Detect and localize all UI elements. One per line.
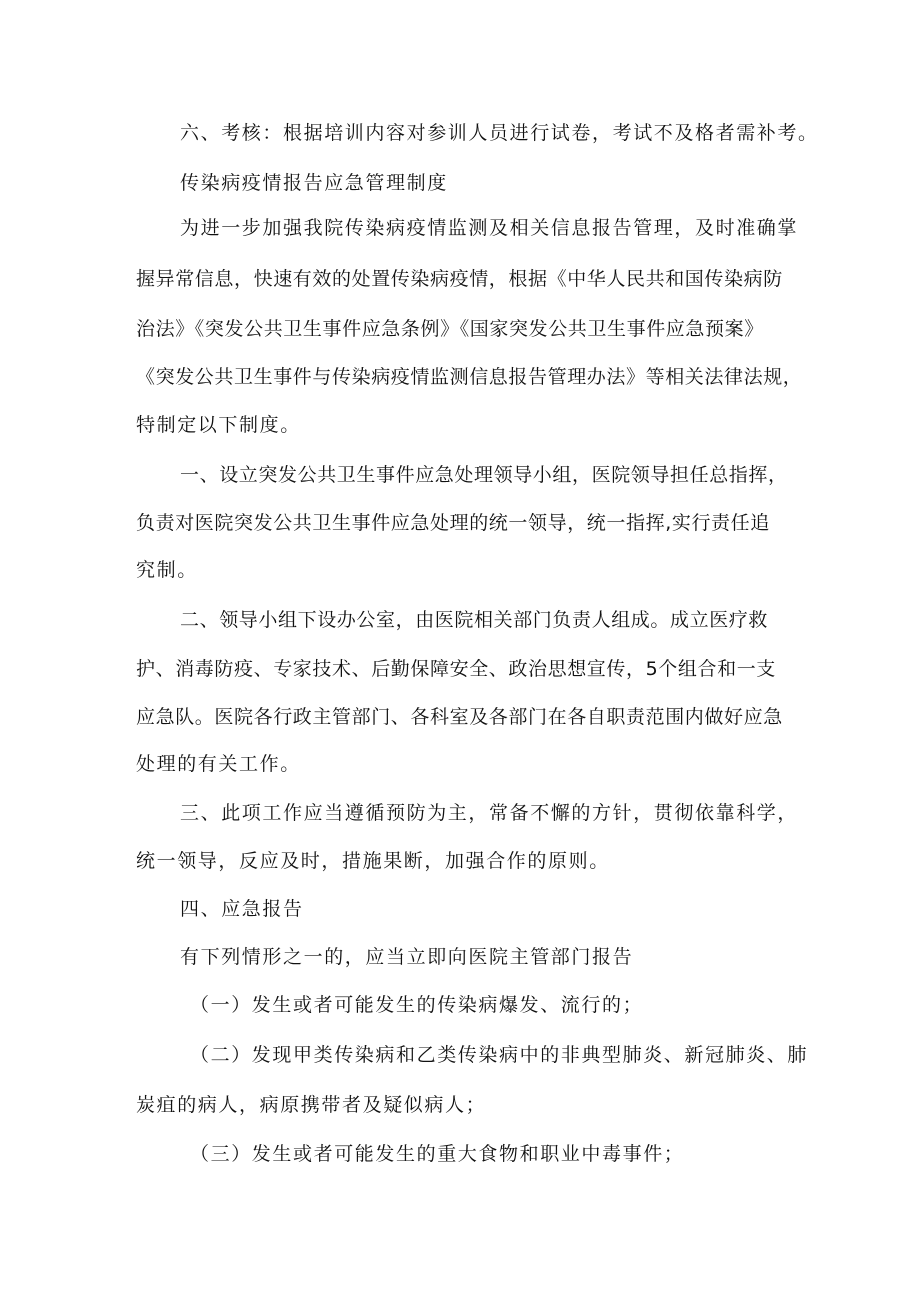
- body-line: 二、领导小组下设办公室，由医院相关部门负责人组成。成立医疗救: [180, 609, 769, 631]
- list-item: （一）发生或者可能发生的传染病爆发、流行的；: [190, 994, 644, 1016]
- body-line: 特制定以下制度。: [136, 414, 301, 436]
- body-line: 负责对医院突发公共卫生事件应急处理的统一领导，统一指挥,实行责任追: [136, 512, 770, 534]
- body-line: 有下列情形之一的，应当立即向医院主管部门报告: [180, 946, 634, 968]
- body-line: 应急队。医院各行政主管部门、各科室及各部门在各自职责范围内做好应急: [136, 706, 783, 728]
- body-line: 统一领导，反应及时，措施果断，加强合作的原则。: [136, 850, 610, 872]
- list-item-continuation: 炭疽的病人，病原携带者及疑似病人；: [136, 1094, 487, 1116]
- body-line: 三、此项工作应当遵循预防为主，常备不懈的方针，贯彻依靠科学，: [180, 802, 799, 824]
- section-title: 传染病疫情报告应急管理制度: [180, 172, 448, 194]
- body-line: 处理的有关工作。: [136, 753, 301, 775]
- body-line: 究制。: [136, 559, 198, 581]
- body-line: 护、消毒防疫、专家技术、后勤保障安全、政治思想宣传，5个组合和一支: [136, 658, 776, 680]
- assessment-clause: 六、考核：根据培训内容对参训人员进行试卷，考试不及格者需补考。: [180, 122, 819, 144]
- body-line: 《突发公共卫生事件与传染病疫情监测信息报告管理办法》等相关法律法规，: [136, 366, 803, 388]
- body-line: 一、设立突发公共卫生事件应急处理领导小组，医院领导担任总指挥，: [180, 464, 788, 486]
- list-item: （三）发生或者可能发生的重大食物和职业中毒事件；: [190, 1143, 685, 1165]
- body-line: 治法》《突发公共卫生事件应急条例》《国家突发公共卫生事件应急预案》: [136, 318, 764, 340]
- body-line: 为进一步加强我院传染病疫情监测及相关信息报告管理，及时准确掌: [180, 217, 799, 239]
- subsection-heading: 四、应急报告: [180, 898, 304, 920]
- list-item: （二）发现甲类传染病和乙类传染病中的非典型肺炎、新冠肺炎、肺: [190, 1044, 809, 1066]
- body-line: 握异常信息，快速有效的处置传染病疫情，根据《中华人民共和国传染病防: [136, 268, 783, 290]
